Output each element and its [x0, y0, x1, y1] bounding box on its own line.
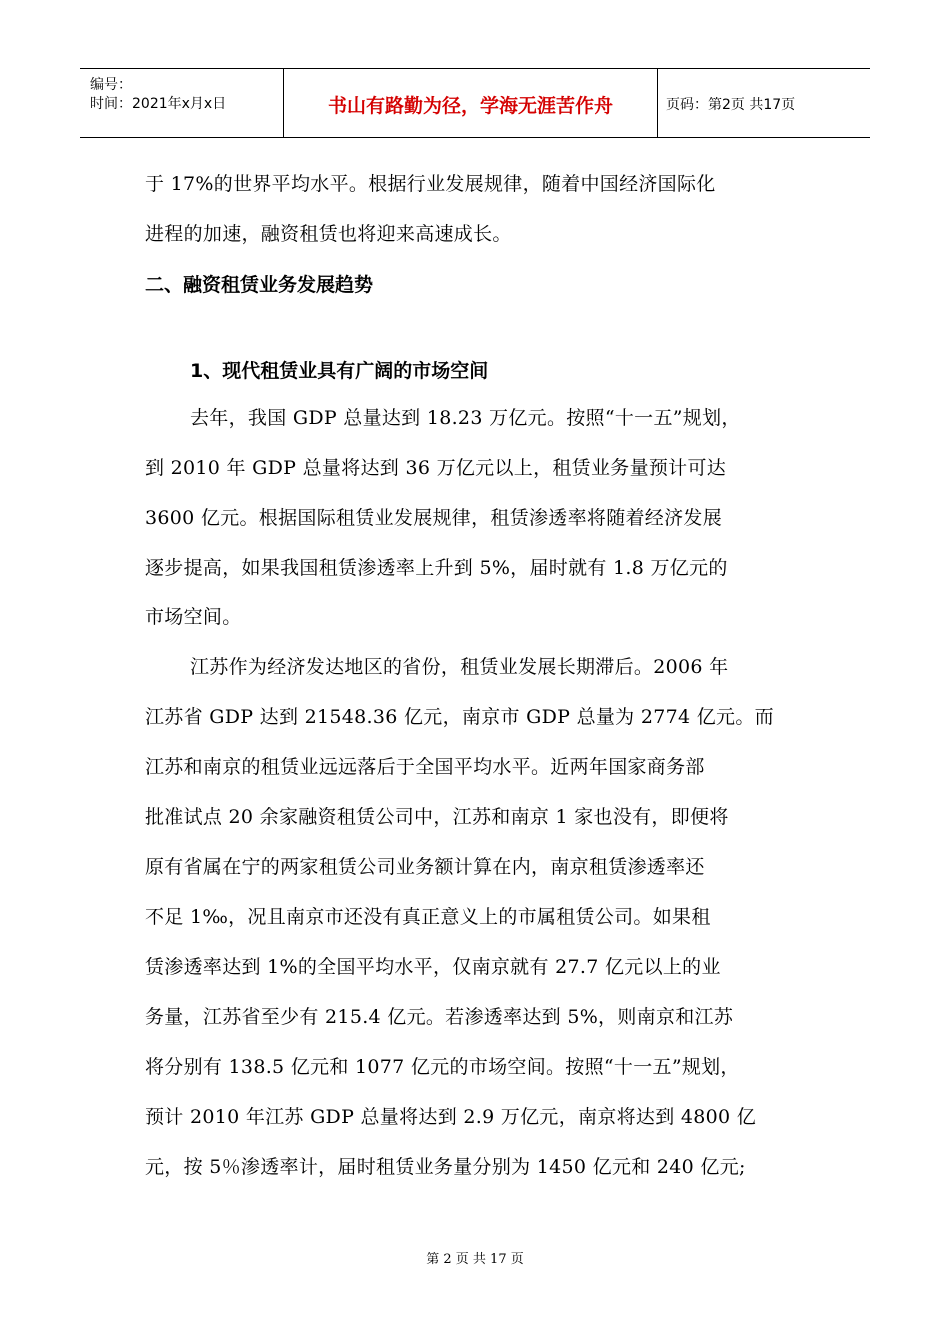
header-motto-cell	[284, 69, 658, 137]
header-page-cell	[658, 69, 870, 137]
paragraph-line: 赁渗透率达到 1%的全国平均水平，仅南京就有 27.7 亿元以上的业	[145, 956, 721, 978]
motto-text: 书山有路勤为径，学海无涯苦作舟	[327, 95, 613, 117]
paragraph-line: 将分别有 138.5 亿元和 1077 亿元的市场空间。按照“十一五”规划，	[145, 1056, 740, 1078]
subsection-heading: 1、现代租赁业具有广阔的市场空间	[190, 360, 489, 382]
section-heading: 二、融资租赁业务发展趋势	[145, 274, 374, 296]
paragraph-line: 去年，我国 GDP 总量达到 18.23 万亿元。按照“十一五”规划，	[190, 407, 741, 429]
header-meta-cell	[80, 69, 284, 137]
paragraph-line: 于 17%的世界平均水平。根据行业发展规律，随着中国经济国际化	[145, 173, 716, 195]
paragraph-line: 市场空间。	[145, 606, 242, 628]
date-label: 时间：2021年x月x日	[90, 96, 227, 112]
number-label: 编号：	[90, 77, 132, 93]
page-header	[80, 68, 870, 138]
page-footer: 第 2 页 共 17 页	[426, 1252, 524, 1267]
paragraph-line: 原有省属在宁的两家租赁公司业务额计算在内，南京租赁渗透率还	[145, 856, 705, 878]
paragraph-line: 进程的加速，融资租赁也将迎来高速成长。	[145, 223, 512, 245]
paragraph-line: 江苏和南京的租赁业远远落后于全国平均水平。近两年国家商务部	[145, 756, 705, 778]
paragraph-line: 3600 亿元。根据国际租赁业发展规律，租赁渗透率将随着经济发展	[145, 507, 722, 529]
paragraph-line: 不足 1‰，况且南京市还没有真正意义上的市属租赁公司。如果租	[145, 906, 711, 928]
paragraph-line: 逐步提高，如果我国租赁渗透率上升到 5%，届时就有 1.8 万亿元的	[145, 557, 728, 579]
paragraph-line: 江苏省 GDP 达到 21548.36 亿元，南京市 GDP 总量为 2774 亿元。而	[145, 706, 774, 728]
paragraph-line: 预计 2010 年江苏 GDP 总量将达到 2.9 万亿元，南京将达到 4800 亿	[145, 1106, 757, 1128]
paragraph-line: 元，按 5％渗透率计，届时租赁业务量分别为 1450 亿元和 240 亿元;	[145, 1156, 746, 1178]
paragraph-line: 江苏作为经济发达地区的省份，租赁业发展长期滞后。2006 年	[190, 656, 729, 678]
paragraph-line: 批准试点 20 余家融资租赁公司中，江苏和南京 1 家也没有，即便将	[145, 806, 729, 828]
paragraph-line: 到 2010 年 GDP 总量将达到 36 万亿元以上，租赁业务量预计可达	[145, 457, 727, 479]
paragraph-line: 务量，江苏省至少有 215.4 亿元。若渗透率达到 5%，则南京和江苏	[145, 1006, 734, 1028]
page-info: 页码：第2页 共17页	[666, 97, 796, 113]
